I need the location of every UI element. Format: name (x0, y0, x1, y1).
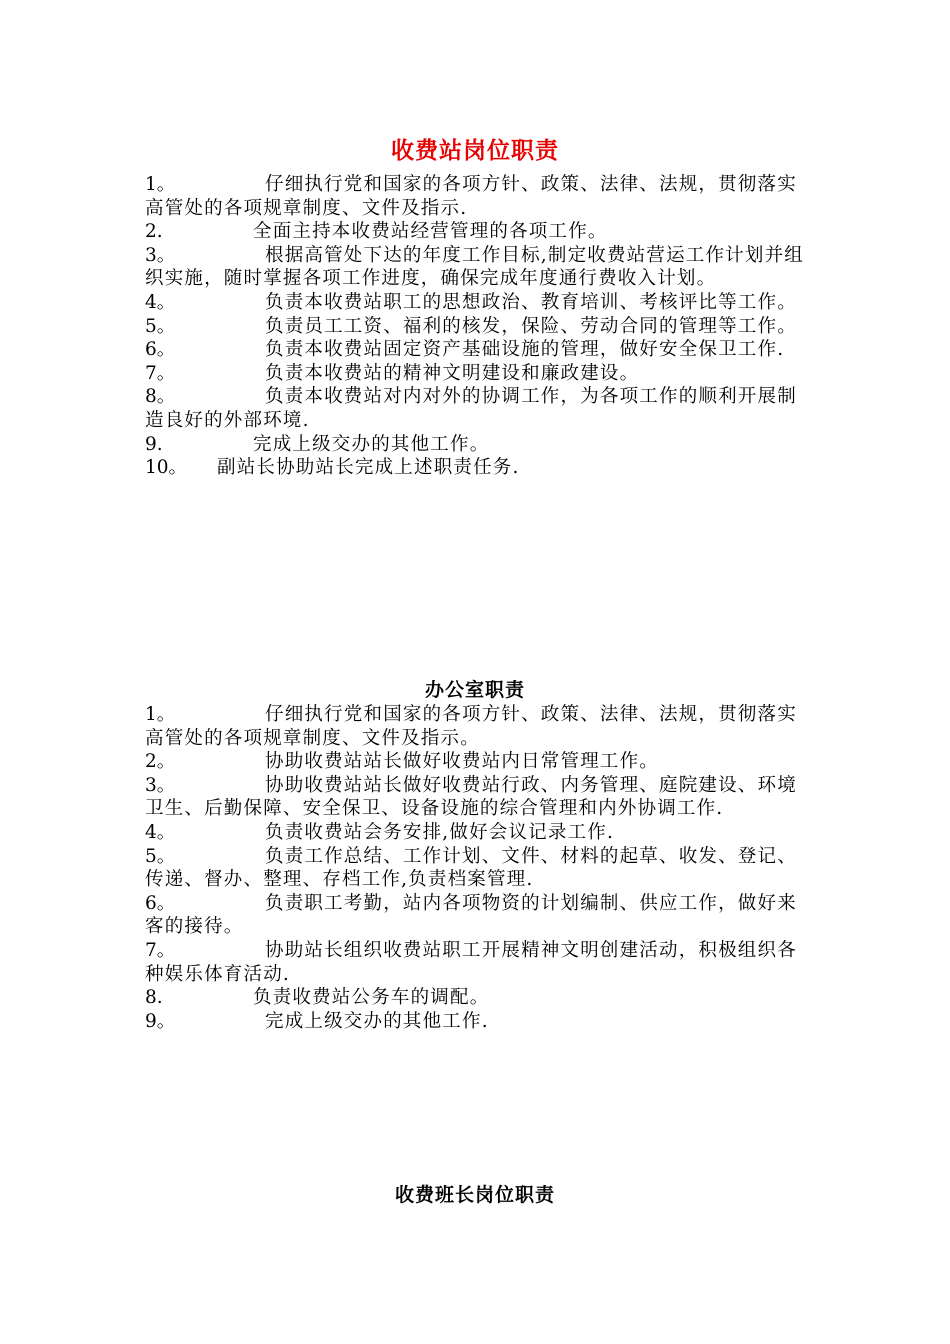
list-item (145, 173, 805, 220)
item-number: 4。 (145, 291, 176, 313)
list-item (145, 220, 805, 244)
section-title: 收费班长岗位职责 (394, 1184, 555, 1206)
item-number: 7。 (145, 362, 176, 384)
item-number: 8。 (145, 386, 176, 408)
item-text: 协助收费站站长做好收费站内日常管理工作。 (265, 751, 660, 773)
item-number: 5。 (145, 315, 176, 337)
item-text: 负责员工工资、福利的核发，保险、劳动合同的管理等工作。 (265, 315, 797, 337)
list-item (145, 892, 805, 939)
item-text: 仔细执行党和国家的各项方针、政策、法律、法规，贯彻落实高管处的各项规章制度、文件及指示. (145, 174, 797, 219)
item-number: 3。 (145, 774, 176, 796)
list-item (145, 750, 805, 774)
section-office-duties (145, 677, 805, 1033)
item-text: 负责收费站公务车的调配。 (253, 987, 490, 1009)
item-number: 4。 (145, 821, 176, 843)
list-item (145, 456, 805, 480)
list-item (145, 315, 805, 339)
item-number: 10。 (145, 457, 188, 479)
item-number: 6。 (145, 892, 176, 914)
list-item (145, 291, 805, 315)
item-text: 协助站长组织收费站职工开展精神文明创建活动，积极组织各种娱乐体育活动. (145, 939, 797, 985)
list-item (145, 703, 805, 750)
item-text: 负责本收费站职工的思想政治、教育培训、考核评比等工作。 (265, 291, 797, 313)
item-number: 1。 (145, 174, 176, 195)
list-item (145, 939, 805, 986)
list-item (145, 244, 805, 291)
list-item (145, 338, 805, 362)
item-number: 6。 (145, 339, 176, 361)
item-text: 负责职工考勤，站内各项物资的计划编制、供应工作，做好来客的接待。 (145, 892, 797, 938)
item-text: 负责本收费站固定资产基础设施的管理，做好安全保卫工作. (265, 339, 785, 361)
item-text: 负责工作总结、工作计划、文件、材料的起草、收发、登记、传递、督办、整理、存档工作,负责档案管理. (145, 845, 797, 891)
list-item (145, 362, 805, 386)
item-text: 根据高管处下达的年度工作目标,制定收费站营运工作计划并组织实施，随时掌握各项工作进度，确保完成年度通行费收入计划。 (145, 244, 804, 290)
item-number: 7。 (145, 939, 176, 961)
item-text: 负责本收费站的精神文明建设和廉政建设。 (265, 362, 640, 384)
list-item (145, 845, 805, 892)
list-item (145, 774, 805, 821)
item-text: 仔细执行党和国家的各项方针、政策、法律、法规，贯彻落实高管处的各项规章制度、文件及指示。 (145, 704, 797, 749)
item-number: 9。 (145, 1010, 176, 1032)
list-item (145, 986, 805, 1010)
item-number: 2。 (145, 751, 176, 773)
section-toll-station-duties (145, 133, 805, 480)
section-title: 收费站岗位职责 (391, 137, 559, 164)
list-item (145, 385, 805, 432)
section-toll-team-leader-duties (145, 1177, 805, 1217)
item-text: 完成上级交办的其他工作. (265, 1010, 489, 1032)
item-number: 1。 (145, 704, 176, 725)
section-title: 办公室职责 (424, 679, 525, 701)
item-number: 5。 (145, 845, 176, 867)
item-text: 副站长协助站长完成上述职责任务. (217, 457, 520, 479)
item-text: 负责本收费站对内对外的协调工作，为各项工作的顺利开展制造良好的外部环境. (145, 386, 797, 431)
item-number: 9. (145, 433, 163, 455)
list-item (145, 821, 805, 845)
item-text: 负责收费站会务安排,做好会议记录工作. (265, 821, 615, 843)
item-text: 完成上级交办的其他工作。 (253, 433, 490, 455)
item-number: 8. (145, 987, 163, 1009)
item-text: 协助收费站站长做好收费站行政、内务管理、庭院建设、环境卫生、后勤保障、安全保卫、设备设施的综合管理和内外协调工作. (145, 774, 797, 820)
item-text: 全面主持本收费站经营管理的各项工作。 (253, 221, 608, 243)
list-item (145, 433, 805, 457)
list-item (145, 1010, 805, 1034)
item-number: 2. (145, 221, 163, 243)
item-number: 3。 (145, 244, 176, 266)
